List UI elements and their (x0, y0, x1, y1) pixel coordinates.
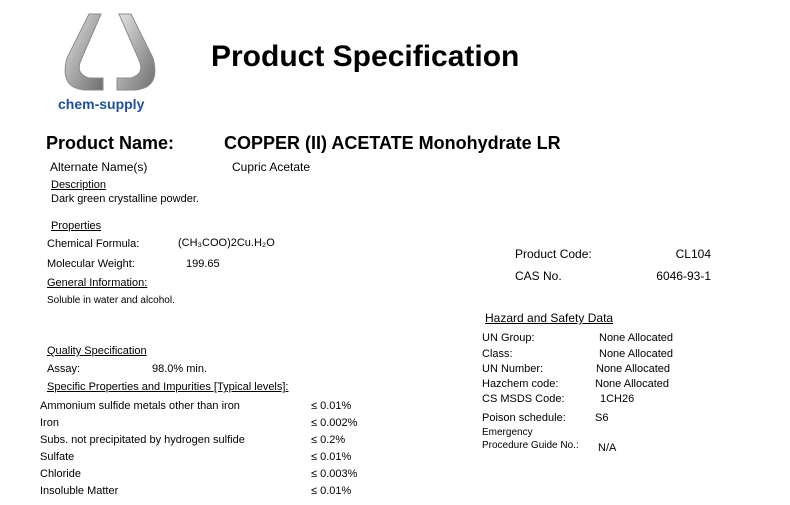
hazard-heading: Hazard and Safety Data (485, 311, 614, 325)
class-label: Class: (482, 348, 513, 360)
un-group-label: UN Group: (482, 332, 535, 344)
product-name-value: COPPER (II) ACETATE Monohydrate LR (224, 133, 561, 153)
assay-label: Assay: (47, 363, 81, 375)
description-heading: Description (51, 179, 107, 191)
chem-supply-logo-icon (55, 8, 165, 96)
impurities-heading: Specific Properties and Impurities [Typical levels]: (47, 381, 289, 393)
un-group-value: None Allocated (599, 332, 673, 344)
product-name-label: Product Name: (46, 133, 175, 153)
poison-schedule-label: Poison schedule: (482, 412, 566, 424)
chemical-formula-value: (CH₃COO)2Cu.H₂O (178, 237, 275, 249)
emergency-label-line2: Procedure Guide No.: (482, 440, 579, 451)
hazchem-label: Hazchem code: (482, 378, 559, 390)
impurity-value: ≤ 0.2% (311, 434, 346, 446)
impurity-name: Iron (40, 417, 59, 429)
emergency-value: N/A (598, 442, 617, 454)
logo-text: chem-supply (58, 96, 145, 112)
impurity-name: Subs. not precipitated by hydrogen sulfide (40, 434, 245, 446)
impurity-name: Insoluble Matter (40, 485, 119, 497)
msds-label: CS MSDS Code: (482, 393, 565, 405)
cas-value: 6046-93-1 (656, 269, 711, 283)
molecular-weight-label: Molecular Weight: (47, 258, 135, 270)
general-information-text: Soluble in water and alcohol. (47, 295, 175, 306)
alternate-name-label: Alternate Name(s) (50, 160, 148, 174)
hazchem-value: None Allocated (595, 378, 669, 390)
properties-heading: Properties (51, 220, 102, 232)
impurity-name: Chloride (40, 468, 81, 480)
cas-label: CAS No. (515, 269, 562, 283)
poison-schedule-value: S6 (595, 412, 609, 424)
impurity-value: ≤ 0.01% (311, 400, 352, 412)
impurity-value: ≤ 0.01% (311, 485, 352, 497)
page-title: Product Specification (211, 40, 520, 73)
description-text: Dark green crystalline powder. (51, 193, 199, 205)
molecular-weight-value: 199.65 (186, 258, 220, 270)
class-value: None Allocated (599, 348, 673, 360)
general-information-heading: General Information: (47, 277, 148, 289)
un-number-value: None Allocated (596, 363, 670, 375)
chemical-formula-label: Chemical Formula: (47, 238, 140, 250)
impurity-value: ≤ 0.003% (311, 468, 358, 480)
product-code-label: Product Code: (515, 247, 592, 261)
impurity-value: ≤ 0.002% (311, 417, 358, 429)
assay-value: 98.0% min. (152, 363, 208, 375)
quality-specification-heading: Quality Specification (47, 345, 147, 357)
msds-value: 1CH26 (600, 393, 635, 405)
impurity-name: Ammonium sulfide metals other than iron (40, 400, 240, 412)
emergency-label-line1: Emergency (482, 427, 533, 438)
product-code-value: CL104 (675, 247, 711, 261)
un-number-label: UN Number: (482, 363, 544, 375)
alternate-name-value: Cupric Acetate (232, 160, 311, 174)
impurity-name: Sulfate (40, 451, 75, 463)
impurity-value: ≤ 0.01% (311, 451, 352, 463)
